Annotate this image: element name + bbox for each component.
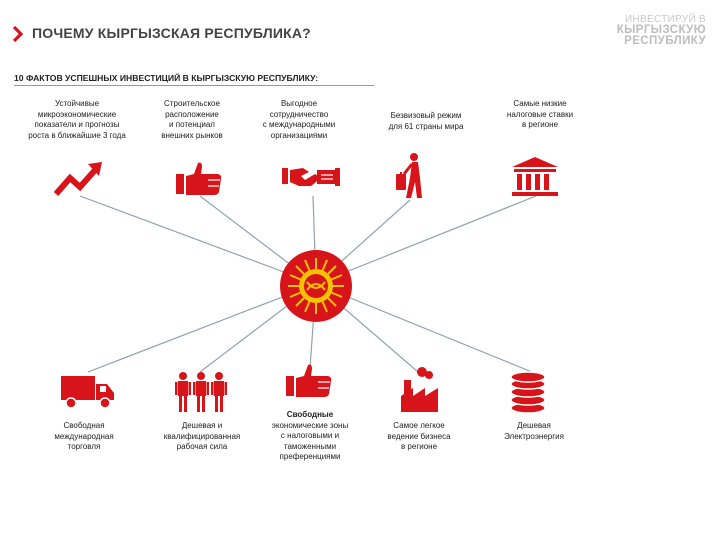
fact-label-cooperation: Выгодное сотрудничество с международными организациями	[262, 99, 336, 140]
handshake-icon	[281, 162, 341, 194]
fact-label-free-zones: Свободные экономические зоны с налоговыми и таможенными преференциями	[271, 410, 349, 461]
delivery-truck-icon	[60, 372, 116, 410]
fact-label-free-trade: Свободная международная торговля	[54, 421, 114, 451]
fact-label-electricity: Дешевая Электроэнергия	[504, 421, 564, 441]
thumbs-up-icon	[174, 160, 226, 198]
fact-label-low-taxes: Самые низкие налоговые ставки в регионе	[506, 99, 574, 129]
section-subtitle: 10 ФАКТОВ УСПЕШНЫХ ИНВЕСТИЦИЙ В КЫРГЫЗСКУЮ РЕСПУБЛИКУ:	[14, 73, 319, 83]
logo-line-1: КЫРГЫЗСКУЮ	[616, 24, 706, 36]
government-building-icon	[510, 156, 560, 198]
traveler-icon	[390, 152, 430, 202]
page-title: ПОЧЕМУ КЫРГЫЗСКАЯ РЕСПУБЛИКА?	[32, 25, 311, 41]
growth-chart-icon	[52, 160, 104, 200]
fact-label-location: Строительское расположение и потенциал внешних рынков	[161, 99, 223, 140]
thumbs-up-icon-2	[284, 362, 336, 400]
logo-top-line: ИНВЕСТИРУЙ В	[625, 14, 706, 25]
coin-stack-icon	[508, 370, 548, 414]
logo-line-2: РЕСПУБЛИКУ	[624, 35, 706, 47]
fact-label-ease-of-business: Самое легкое ведение бизнеса в регионе	[387, 421, 451, 451]
kyrgyz-flag-emblem	[276, 248, 356, 324]
workers-icon	[174, 370, 228, 414]
fact-label-visa-free: Безвизовый режим для 61 страны мира	[388, 111, 464, 131]
fact-label-labor: Дешевая и квалифицированная рабочая сила	[163, 421, 241, 451]
factory-icon	[398, 366, 442, 414]
fact-label-macroeconomics: Устойчивые микроэкономические показатели и прогнозы роста в ближайшие 3 года	[28, 99, 126, 140]
